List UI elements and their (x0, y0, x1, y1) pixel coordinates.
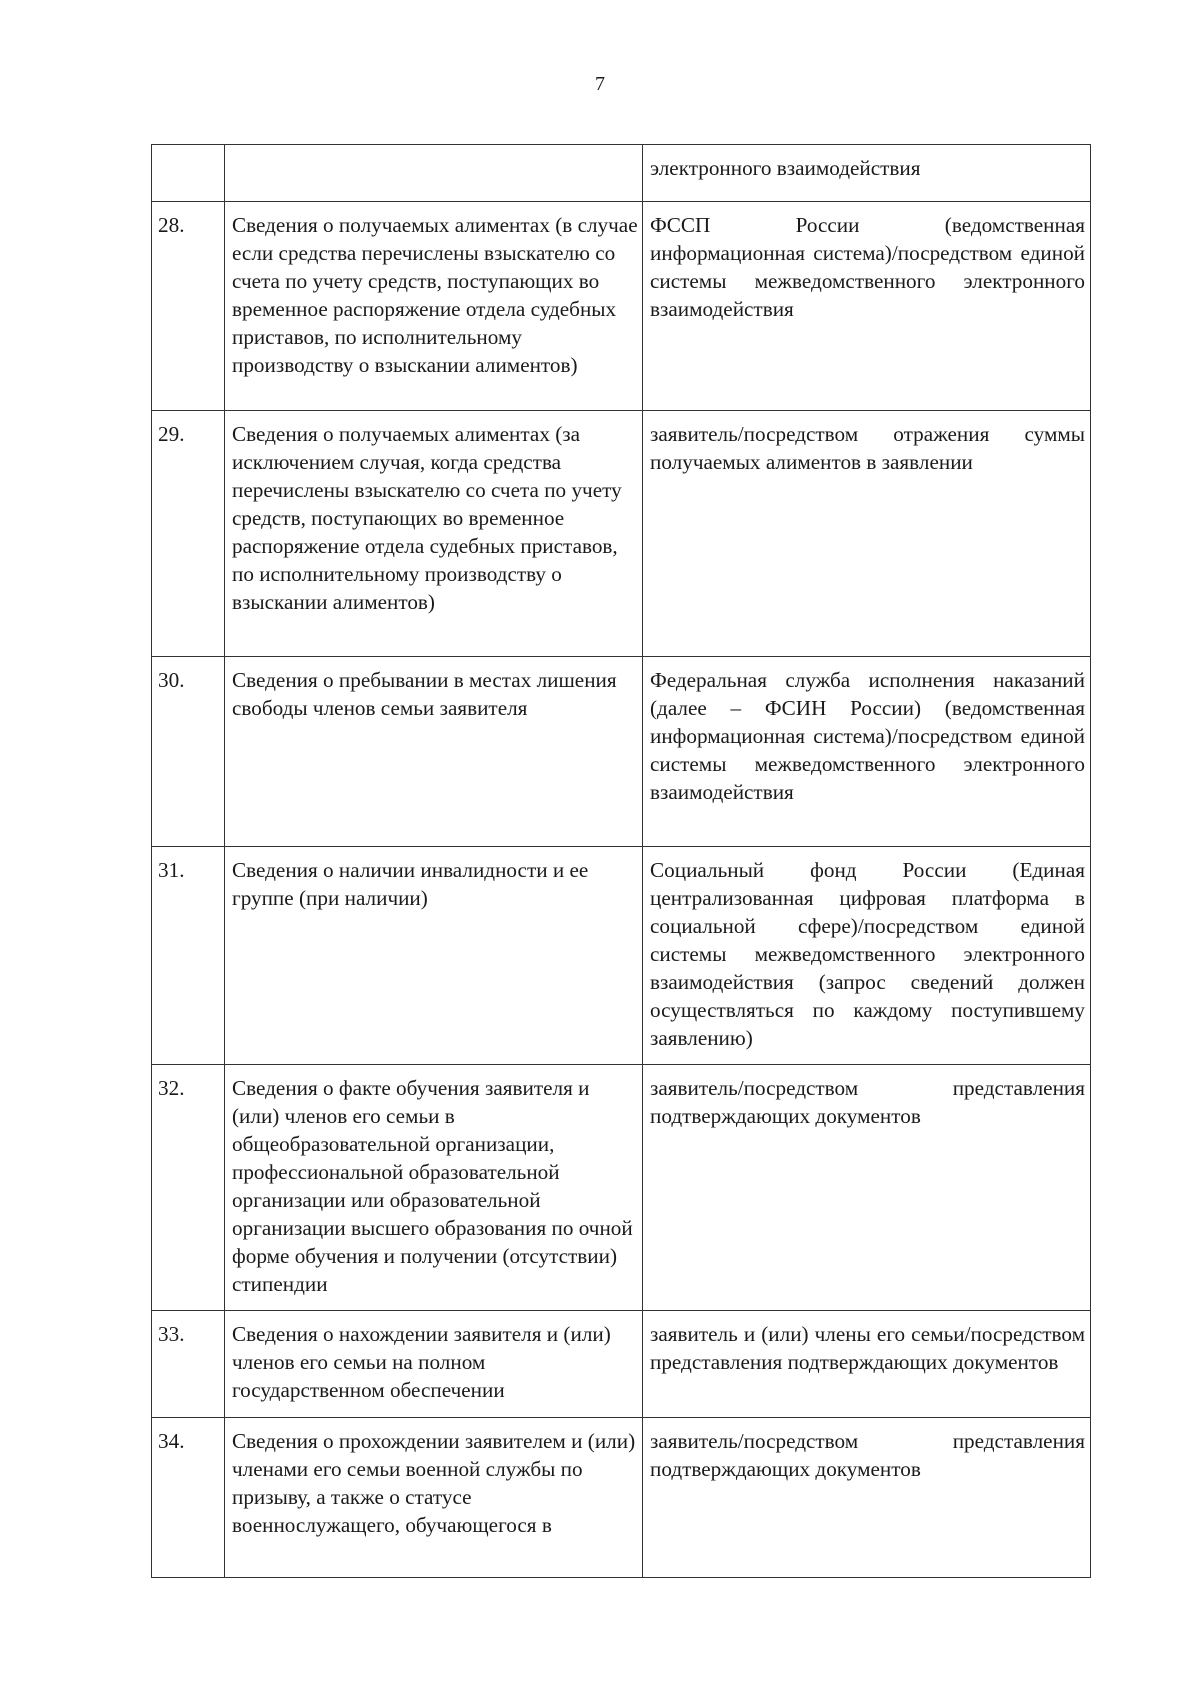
row-source-cell: электронного взаимодействия (643, 145, 1091, 202)
row-source-cell: Федеральная служба исполнения наказаний (далее – ФСИН России) (ведомственная информационная система)/посредством единой системы межведомственного электронного взаимодействия (643, 657, 1091, 847)
table-row-continuation (152, 145, 1091, 202)
row-number-cell: 30. (152, 657, 225, 847)
page-number: 7 (595, 73, 605, 95)
row-source-cell: Социальный фонд России (Единая централизованная цифровая платформа в социальной сфере)/посредством единой системы межведомственного электронного взаимодействия (запрос сведений должен осуществляться по каждому поступившему заявлению) (643, 847, 1091, 1065)
row-number-cell: 33. (152, 1311, 225, 1418)
row-number-cell: 28. (152, 202, 225, 411)
table-row (152, 1065, 1091, 1311)
row-number-cell: 29. (152, 411, 225, 657)
table-row (152, 1418, 1091, 1578)
row-source-cell: заявитель/посредством отражения суммы получаемых алиментов в заявлении (643, 411, 1091, 657)
row-number-cell: 31. (152, 847, 225, 1065)
row-number-cell: 32. (152, 1065, 225, 1311)
row-number-cell: 34. (152, 1418, 225, 1578)
row-source-cell: заявитель и (или) члены его семьи/посредством представления подтверждающих документов (643, 1311, 1091, 1418)
table-row (152, 411, 1091, 657)
row-description-cell: Сведения о получаемых алиментах (в случае если средства перечислены взыскателю со счета по учету средств, поступающих во временное распоряжение отдела судебных приставов, по исполнительному производству о взыскании алиментов) (225, 202, 643, 411)
row-number-cell (152, 145, 225, 202)
row-description-cell: Сведения о нахождении заявителя и (или) членов его семьи на полном государственном обеспечении (225, 1311, 643, 1418)
row-source-cell: заявитель/посредством представления подтверждающих документов (643, 1065, 1091, 1311)
row-description-cell (225, 145, 643, 202)
row-description-cell: Сведения о факте обучения заявителя и (или) членов его семьи в общеобразовательной организации, профессиональной образовательной организации или образовательной организации высшего образования по очной форме обучения и получении (отсутствии) стипендии (225, 1065, 643, 1311)
table-row (152, 657, 1091, 847)
documents-table (151, 144, 1091, 1578)
row-description-cell: Сведения о наличии инвалидности и ее группе (при наличии) (225, 847, 643, 1065)
table-row (152, 1311, 1091, 1418)
row-source-cell: ФССП России (ведомственная информационная система)/посредством единой системы межведомственного электронного взаимодействия (643, 202, 1091, 411)
row-description-cell: Сведения о пребывании в местах лишения свободы членов семьи заявителя (225, 657, 643, 847)
row-source-cell: заявитель/посредством представления подтверждающих документов (643, 1418, 1091, 1578)
table-row (152, 847, 1091, 1065)
table-row (152, 202, 1091, 411)
row-description-cell: Сведения о получаемых алиментах (за исключением случая, когда средства перечислены взыскателю со счета по учету средств, поступающих во временное распоряжение отдела судебных приставов, по исполнительному производству о взыскании алиментов) (225, 411, 643, 657)
row-description-cell: Сведения о прохождении заявителем и (или) членами его семьи военной службы по призыву, а также о статусе военнослужащего, обучающегося в (225, 1418, 643, 1578)
